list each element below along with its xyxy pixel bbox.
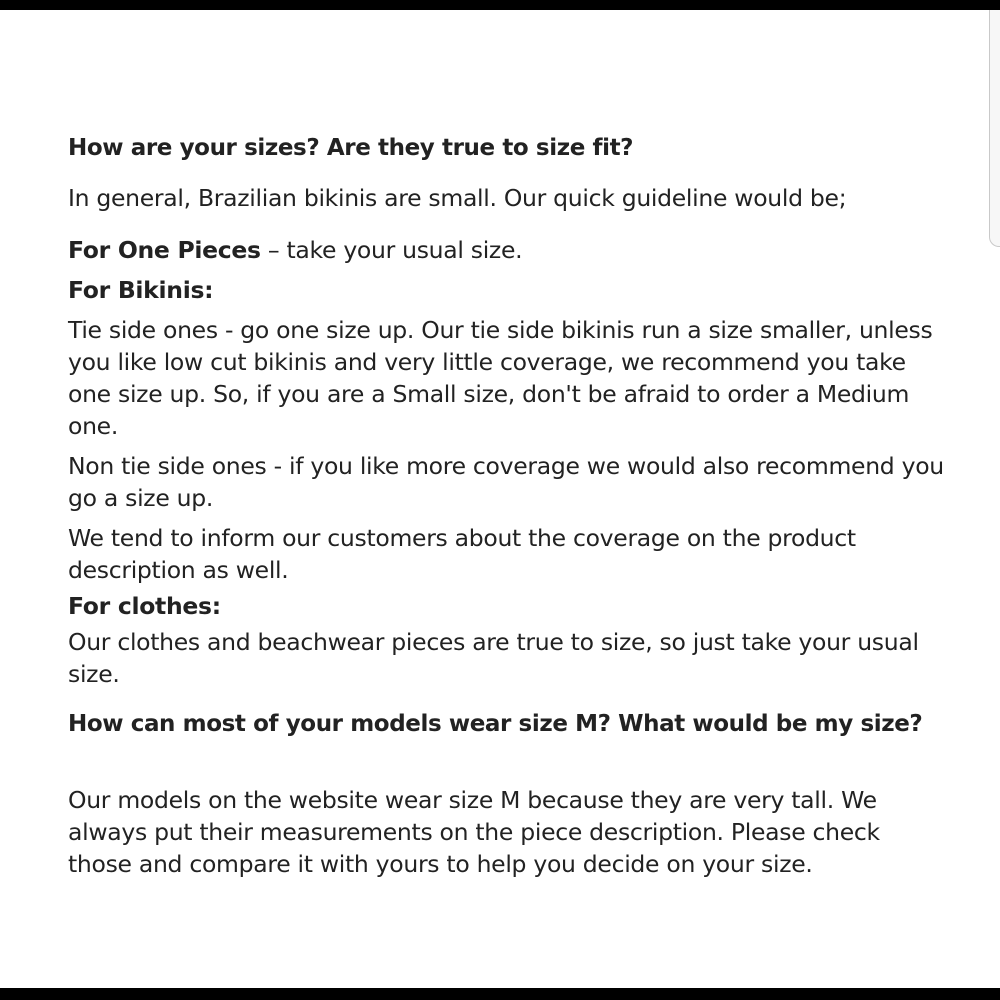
question-models: How can most of your models wear size M? What would be my size? xyxy=(68,711,923,737)
one-pieces-label: For One Pieces xyxy=(68,236,261,264)
coverage-text: We tend to inform our customers about the coverage on the product description as well. xyxy=(68,524,856,584)
question-sizes: How are your sizes? Are they true to size fit? xyxy=(68,135,634,161)
clothes-text: Our clothes and beachwear pieces are true to size, so just take your usual size. xyxy=(68,628,919,688)
non-tie-side-text: Non tie side ones - if you like more coverage we would also recommend you go a size up. xyxy=(68,452,944,512)
scroll-edge[interactable] xyxy=(989,10,1000,247)
tie-side-text: Tie side ones - go one size up. Our tie side bikinis run a size smaller, unless you like low cut bikinis and very little coverage, we recommend you take one size up. So, if you are a Small size, don't be afraid to order a Medium one. xyxy=(68,316,933,440)
one-pieces-line xyxy=(68,234,948,266)
intro-text: In general, Brazilian bikinis are small. Our quick guideline would be; xyxy=(68,184,847,212)
one-pieces-text: – take your usual size. xyxy=(260,236,523,264)
document-page xyxy=(0,10,1000,988)
bikinis-label: For Bikinis: xyxy=(68,276,214,304)
models-text: Our models on the website wear size M because they are very tall. We always put their measurements on the piece description. Please check those and compare it with yours to help you decide on your size. xyxy=(68,786,880,878)
faq-content xyxy=(68,132,948,880)
clothes-label: For clothes: xyxy=(68,592,221,620)
